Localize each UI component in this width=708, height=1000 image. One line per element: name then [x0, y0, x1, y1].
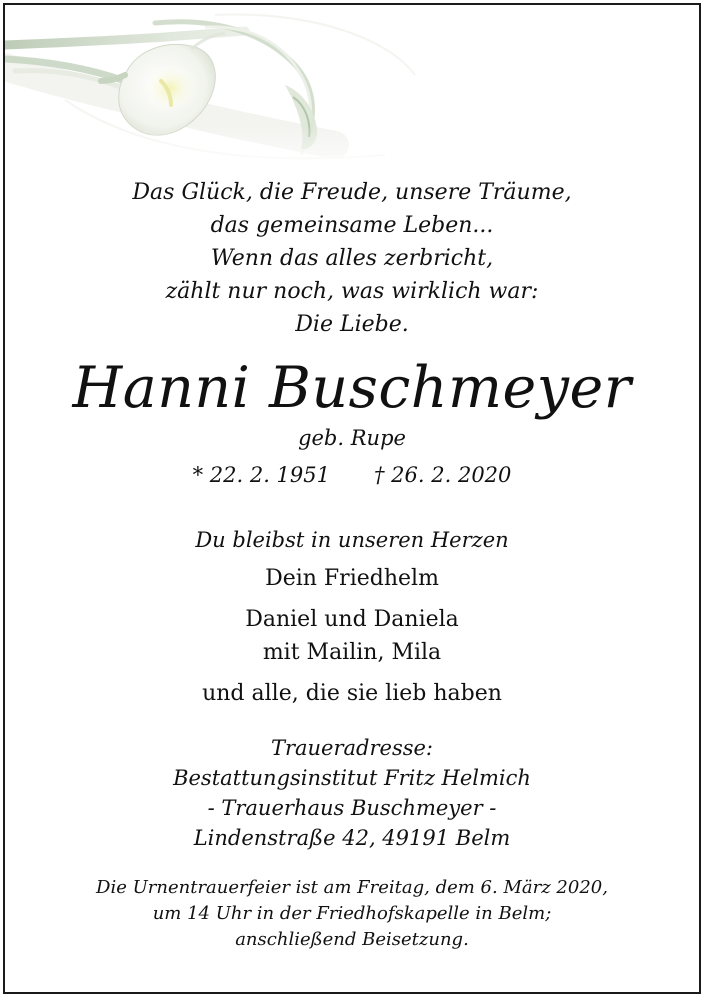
address-line: Lindenstraße 42, 49191 Belm [193, 826, 511, 850]
service-notice [5, 875, 699, 953]
mourner-husband: Dein Friedhelm [265, 566, 439, 591]
address-line: Bestattungsinstitut Fritz Helmich [173, 766, 531, 790]
calla-lily-illustration [5, 5, 425, 180]
mourning-address [5, 733, 699, 853]
life-dates [5, 458, 699, 492]
service-line: Die Urnentrauerfeier ist am Freitag, dem 6. März 2020, [96, 877, 608, 898]
mourner-children [5, 603, 699, 669]
address-line: Traueradresse: [270, 736, 434, 760]
memorial-poem [5, 176, 699, 341]
poem-line: zählt nur noch, was wirklich war: [165, 279, 539, 304]
poem-line: Das Glück, die Freude, unsere Träume, [132, 180, 572, 205]
address-line: - Trauerhaus Buschmeyer - [207, 796, 497, 820]
poem-line: das gemeinsame Leben... [210, 213, 494, 238]
death-date: † 26. 2. 2020 [374, 463, 512, 487]
maiden-name: geb. Rupe [298, 426, 406, 450]
deceased-name: Hanni Buschmeyer [72, 355, 632, 421]
remembrance-line: Du bleibst in unseren Herzen [195, 528, 509, 552]
obituary-frame [3, 3, 701, 994]
poem-line: Die Liebe. [295, 312, 409, 337]
mourner-line: mit Mailin, Mila [262, 640, 442, 665]
service-line: anschließend Beisetzung. [235, 929, 469, 950]
mourner-all: und alle, die sie lieb haben [202, 681, 502, 706]
poem-line: Wenn das alles zerbricht, [210, 246, 494, 271]
service-line: um 14 Uhr in der Friedhofskapelle in Belm; [152, 903, 552, 924]
mourner-line: Daniel und Daniela [245, 607, 459, 632]
birth-date: * 22. 2. 1951 [192, 463, 330, 487]
